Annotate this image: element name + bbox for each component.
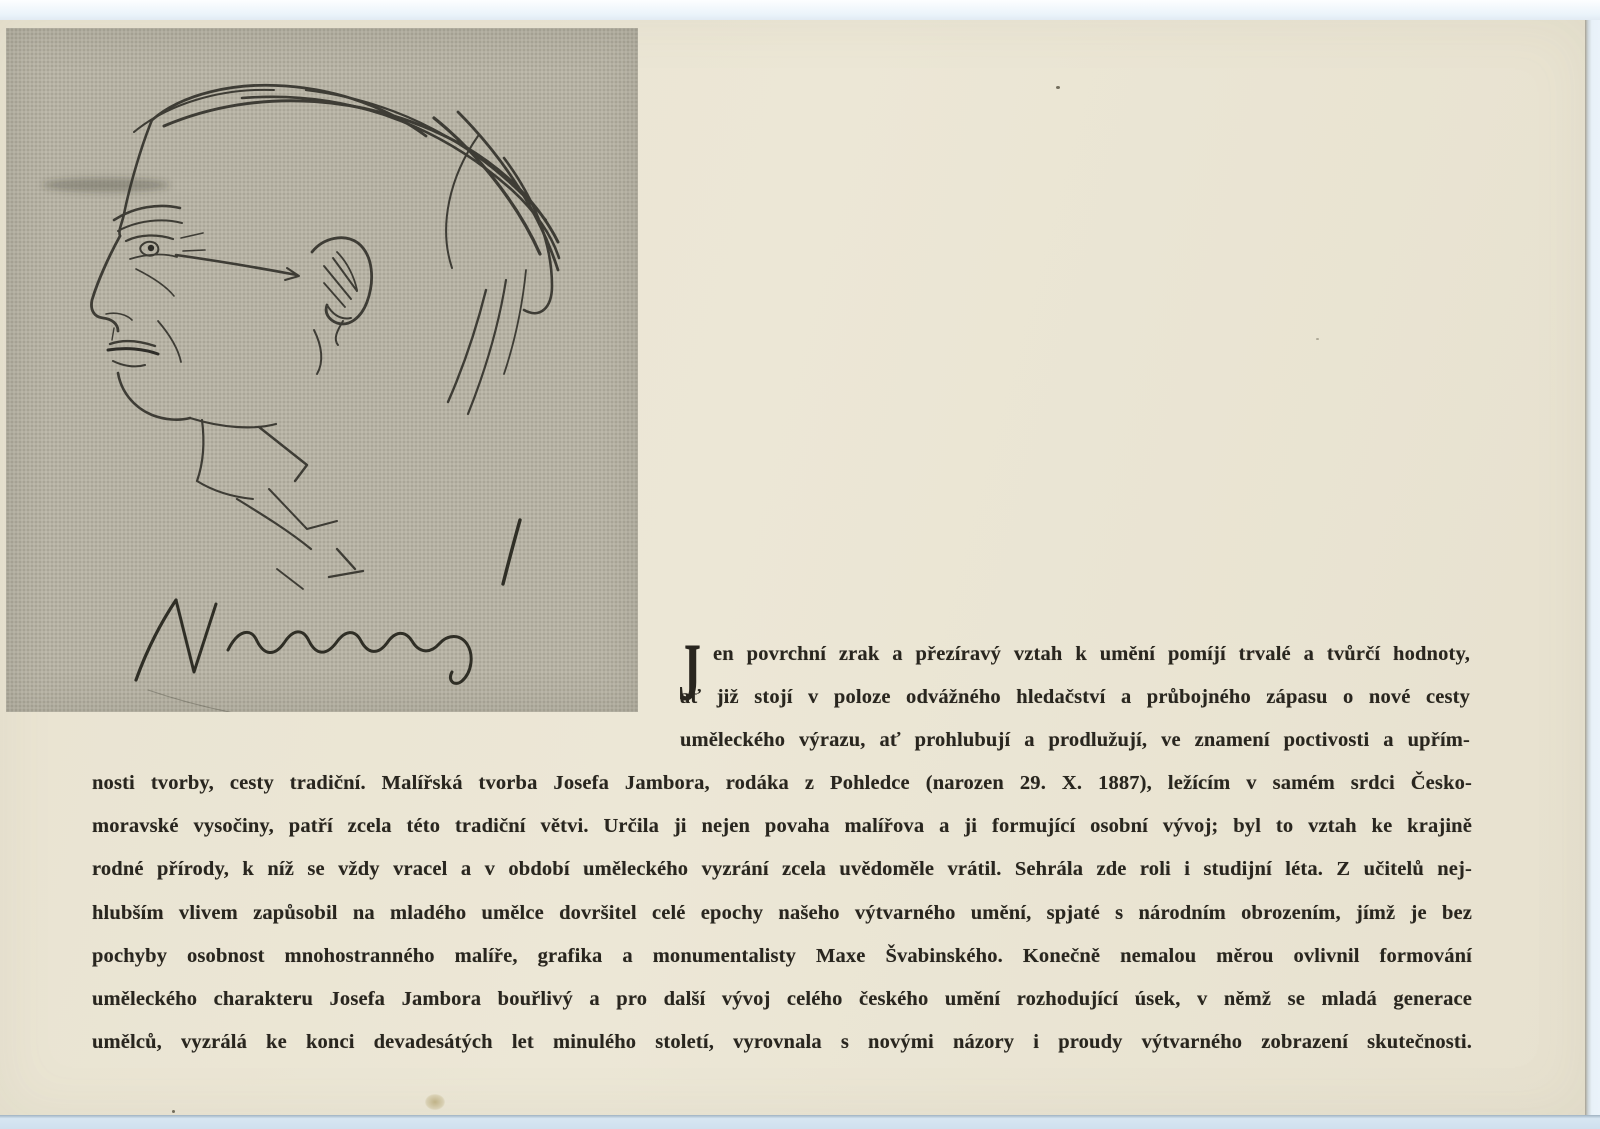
text-line: ať již stojí v poloze odvážného hledačství a průbojného zápasu o nové cesty <box>680 686 1470 709</box>
text-line: rodné přírody, k níž se vždy vracel a v období uměleckého vyzrání zcela uvědoměle vrátil. Sehrála zde roli i studijní léta. Z učitelů nej- <box>92 858 1472 881</box>
text-line: uměleckého výrazu, ať prohlubují a prodlužují, ve znamení poctivosti a upřím- <box>680 729 1470 752</box>
scan-edge-top <box>0 0 1600 21</box>
paragraph-column <box>678 626 1470 763</box>
paper-speck <box>172 1110 175 1113</box>
portrait-sketch <box>6 28 638 712</box>
text-line: hlubším vlivem zapůsobil na mladého umělce dovršitel celé epochy našeho výtvarného umění, spjaté s národním obrozením, jímž je bez <box>92 901 1472 924</box>
sketch-smudge <box>42 178 170 192</box>
text-line: nosti tvorby, cesty tradiční. Malířská tvorba Josefa Jambora, rodáka z Pohledce (narozen 29. X. 1887), ležícím v samém srdci Česko- <box>92 772 1472 794</box>
artist-signature <box>136 520 520 712</box>
scan-edge-bottom <box>0 1115 1600 1129</box>
text-line: pochyby osobnost mnohostranného malíře, grafika a monumentalisty Maxe Švabinského. Konečně nemalou měrou ovlivnil formování <box>92 944 1472 967</box>
text-line: umělců, vyzrálá ke konci devadesátých let minulého století, vyrovnala s novými názory i proudy výtvarného zobrazení skutečnosti. <box>92 1031 1472 1054</box>
text-line: uměleckého charakteru Josefa Jambora bouřlivý a pro další vývoj celého českého umění rozhodující úsek, v němž se mladá generace <box>92 987 1472 1010</box>
sketch-panel <box>6 28 638 712</box>
page-right-edge <box>1585 20 1600 1116</box>
drop-cap: J <box>678 626 701 719</box>
text-line: en povrchní zrak a přezíravý vztah k umění pomíjí trvalé a tvůrčí hodnoty, <box>713 643 1470 665</box>
text-line: moravské vysočiny, patří zcela této tradiční větvi. Určila ji nejen povaha malířova a ji formující osobní vývoj; byl to vztah ke krajině <box>92 815 1472 838</box>
paper-stain <box>425 1094 445 1110</box>
paper-speck <box>1056 86 1060 89</box>
paragraph-full <box>92 762 1472 1064</box>
paper-speck <box>1316 338 1319 340</box>
